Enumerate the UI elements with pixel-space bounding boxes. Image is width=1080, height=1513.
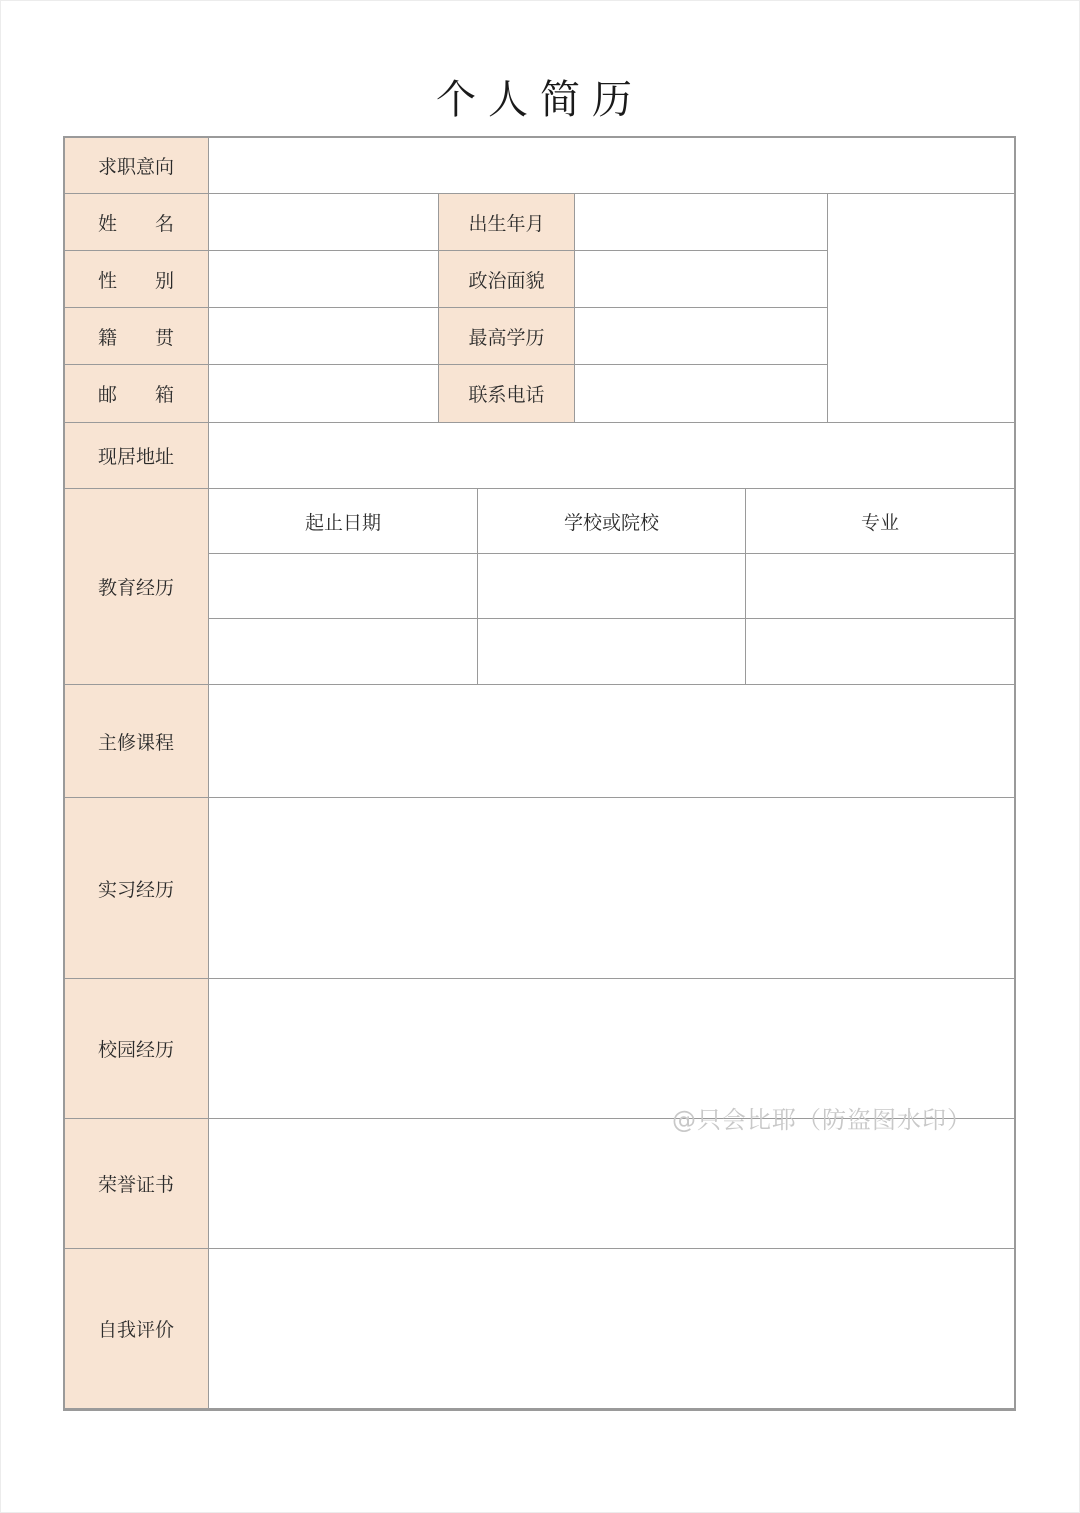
field-internship[interactable] <box>208 797 1015 979</box>
label-political-status: 政治面貌 <box>438 250 575 308</box>
field-political-status[interactable] <box>574 250 828 308</box>
label-honors: 荣誉证书 <box>63 1118 209 1249</box>
field-highest-education[interactable] <box>574 307 828 365</box>
field-name[interactable] <box>208 193 439 251</box>
edu-row-2-school[interactable] <box>477 618 746 685</box>
field-courses[interactable] <box>208 684 1015 798</box>
edu-header-school: 学校或院校 <box>477 488 746 554</box>
watermark: @只会比耶（防盗图水印） <box>672 1106 972 1134</box>
label-gender: 性 别 <box>63 250 209 308</box>
label-hometown: 籍 贯 <box>63 307 209 365</box>
label-education: 教育经历 <box>63 488 209 685</box>
edu-row-1-major[interactable] <box>745 553 1015 619</box>
field-address[interactable] <box>208 422 1015 489</box>
page-title: 个人简历 <box>436 77 644 123</box>
label-phone: 联系电话 <box>438 364 575 423</box>
label-birth-date: 出生年月 <box>438 193 575 251</box>
edu-row-1-dates[interactable] <box>208 553 478 619</box>
field-campus[interactable] <box>208 978 1015 1119</box>
photo-area[interactable] <box>827 193 1015 423</box>
resume-table <box>64 137 1015 1410</box>
label-courses: 主修课程 <box>63 684 209 798</box>
field-hometown[interactable] <box>208 307 439 365</box>
label-address: 现居地址 <box>63 422 209 489</box>
edu-header-major: 专业 <box>745 488 1015 554</box>
edu-row-1-school[interactable] <box>477 553 746 619</box>
label-name: 姓 名 <box>63 193 209 251</box>
label-highest-education: 最高学历 <box>438 307 575 365</box>
field-email[interactable] <box>208 364 439 423</box>
field-birth-date[interactable] <box>574 193 828 251</box>
field-honors[interactable] <box>208 1118 1015 1249</box>
label-internship: 实习经历 <box>63 797 209 979</box>
label-email: 邮 箱 <box>63 364 209 423</box>
field-phone[interactable] <box>574 364 828 423</box>
label-campus: 校园经历 <box>63 978 209 1119</box>
edu-row-2-major[interactable] <box>745 618 1015 685</box>
label-self-evaluation: 自我评价 <box>63 1248 209 1409</box>
edu-row-2-dates[interactable] <box>208 618 478 685</box>
field-job-intention[interactable] <box>208 136 1015 194</box>
edu-header-dates: 起止日期 <box>208 488 478 554</box>
field-self-evaluation[interactable] <box>208 1248 1015 1409</box>
label-job-intention: 求职意向 <box>63 136 209 194</box>
field-gender[interactable] <box>208 250 439 308</box>
